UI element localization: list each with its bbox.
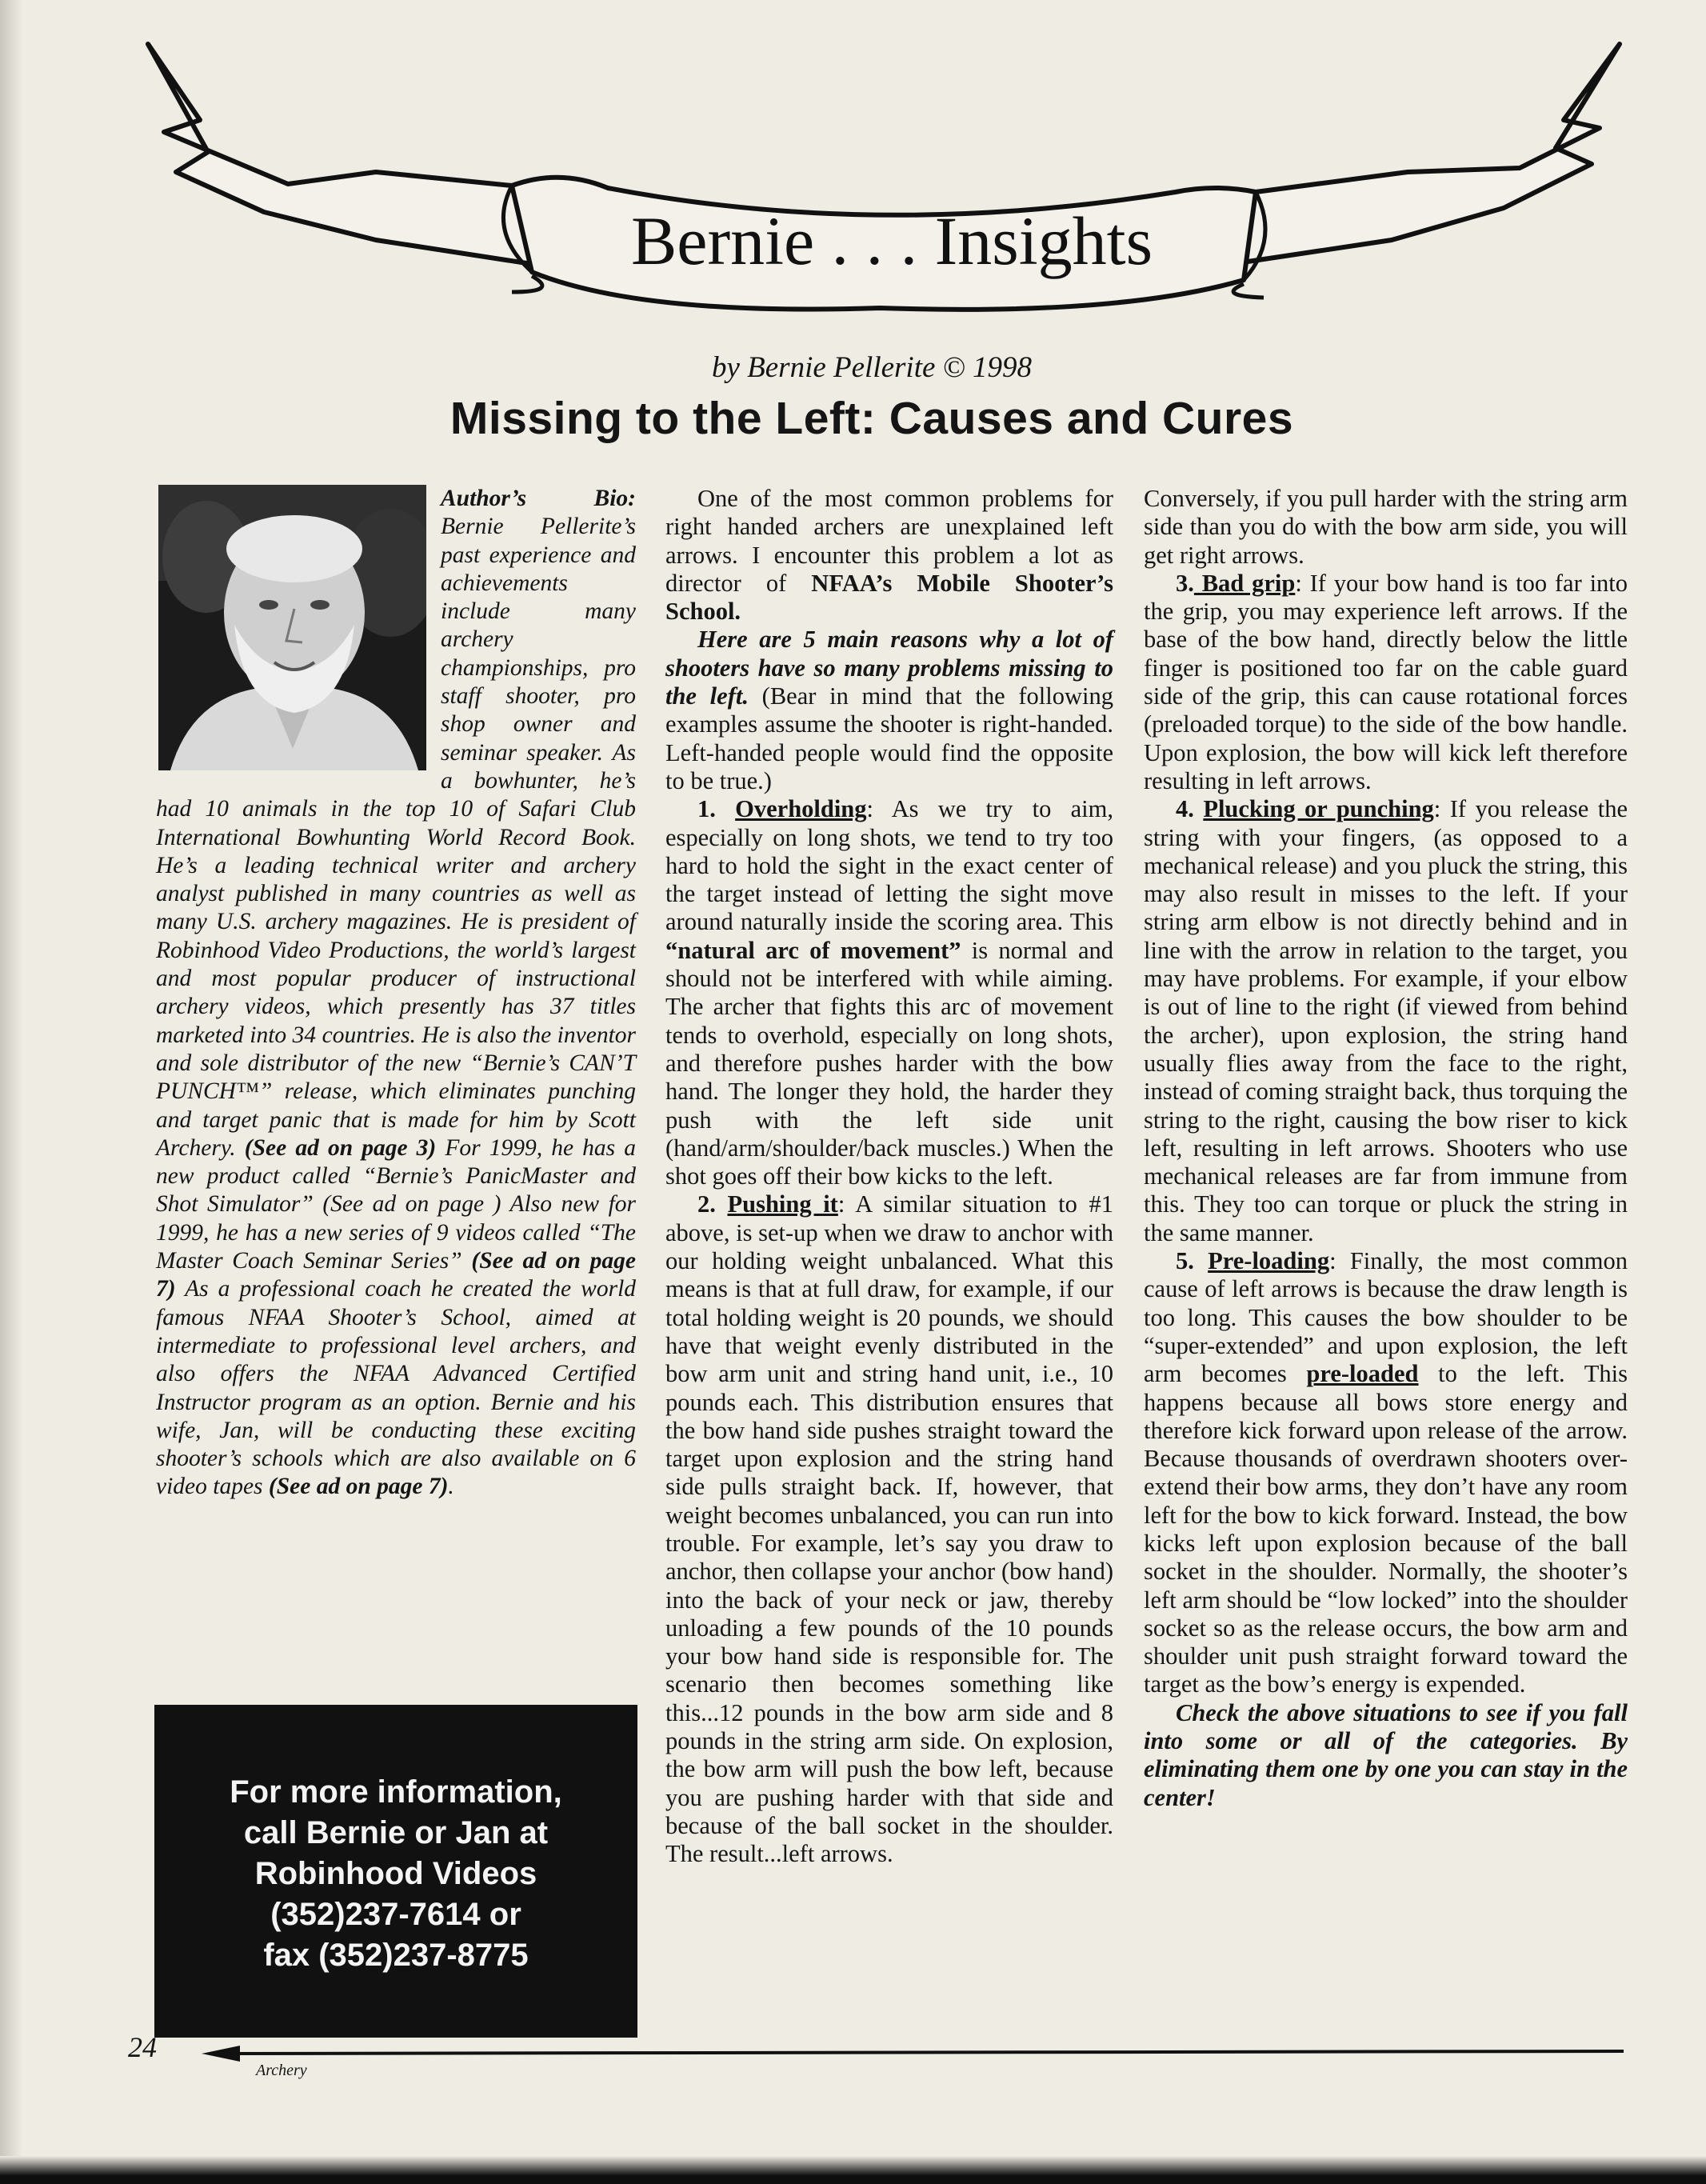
intro-paragraph (665, 485, 1113, 626)
reasons-note: (Bear in mind that the following examples assume the shooter is right-handed. Left-handed people would find the opposite to be true.) (665, 682, 1113, 794)
reason-overholding (665, 795, 1113, 1190)
reason-plucking (1144, 795, 1628, 1247)
reason-pushing-it (665, 1190, 1113, 1868)
article-column-3 (1144, 485, 1628, 1812)
info-line: call Bernie or Jan at (243, 1815, 549, 1850)
reason-text: : A similar situation to #1 above, is set-up when we draw to anchor with our holding weight unbalanced. What this means is that at full draw, for example, if our total holding weight is 20 pounds, we should have that weight evenly distributed in the bow arm unit and string hand unit, i.e., 10 pounds each. This distribution ensures that the bow hand side pushes straight toward the target upon explosion and the string hand side pulls straight back. If, however, that weight becomes unbalanced, you can run into trouble. For example, let’s say you draw to anchor, then collapse your anchor (bow hand) into the back of your neck or jaw, thereby unloading a few pounds of the 10 pounds your bow hand side is responsible for. The scenario then becomes something like this...12 pounds in the bow arm side and 8 pounds in the string arm side. On explosion, the bow arm will push the bow left, because you are pushing harder with that side and because of the ball socket in the shoulder. The result...left arrows. (665, 1190, 1113, 1868)
reason-pre-loading (1144, 1247, 1628, 1699)
reason-title: Overholding (735, 795, 867, 823)
reason-text: : As we try to aim, especially on long shots, we tend to try too hard to hold the sight in the exact center of the target instead of letting the sight move around naturally inside the scoring area. This (665, 795, 1114, 936)
contact-info-box (154, 1705, 637, 2038)
bio-text-1: Bernie Pellerite’s past experience and achievements include many archery championships, pro staff shooter, pro shop owner and seminar speaker. As a bowhunter, he’s had 10 animals in the top 10 of Safari Club International Bowhunting World Record Book. He’s a leading technical writer and archery analyst published in many countries as well as many U.S. archery magazines. He is president of Robinhood Video Productions, the world’s largest and most popular producer of instructional archery videos, which presently has 37 titles marketed into 34 countries. He is also the inventor and sole distributor of the new “Bernie’s CAN’T PUNCH™” release, which eliminates punching and target panic that is made for him by Scott Archery. (156, 514, 636, 1161)
school-name: NFAA’s Mobile Shooter’s School. (665, 569, 1113, 626)
info-line: For more information, (230, 1774, 562, 1810)
bio-ad-reference-3: (See ad on page 7) (268, 1474, 449, 1500)
reason-emphasis: “natural arc of movement” (665, 936, 961, 964)
ribbon-banner (0, 0, 1706, 336)
byline: by Bernie Pellerite © 1998 (711, 351, 1033, 384)
reason-number: 1. (697, 795, 736, 823)
reason-text: : If your bow hand is too far into the grip, you may experience left arrows. If the base of the bow hand, directly below the little finger is positioned too far on the cable guard side of the grip, this can cause rotational forces (preloaded torque) to the side of the bow handle. Upon explosion, the bow will kick left therefore resulting in left arrows. (1144, 569, 1628, 794)
bio-ad-reference-2: (See ad on page 7) (156, 1248, 637, 1302)
reason-title: Pre-loading (1208, 1247, 1330, 1275)
reason-number: 3. (1176, 569, 1194, 597)
banner-title: Bernie . . . Insights (630, 202, 1153, 279)
reason-title: Bad grip (1193, 569, 1296, 597)
reason-title: Plucking or punching (1203, 795, 1434, 823)
bio-heading: Author’s Bio: (441, 486, 636, 511)
article-column-2 (665, 485, 1113, 1869)
reason-text: is normal and should not be interfered with while aiming. The archer that fights this arc of movement tends to overhold, especially on long shots, and therefore pushes harder with the bow hand. The longer they hold, the harder they push with the left side unit (hand/arm/shoulder/back muscles.) When the shot goes off their bow kicks to the left. (665, 936, 1113, 1190)
reason-text: : Finally, the most common cause of left arrows is because the draw length is too long. This causes the bow shoulder to be “super-extended” and upon explosion, the left arm becomes (1144, 1247, 1628, 1388)
reason-text: to the left. This happens because all bows store energy and therefore kick forward upon release of the arrow. Because thousands of overdrawn shooters over-extend their bow arms, they don’t have any room left for the bow to kick forward. Instead, the bow kicks left upon explosion because of the ball socket in the shoulder. Normally, the shooter’s left arm should be “low locked” into the shoulder socket so as the release occurs, the bow arm and shoulder unit push straight forward toward the target as the bow’s energy is expended. (1144, 1360, 1628, 1698)
author-photo (158, 485, 426, 770)
reason-bad-grip (1144, 570, 1628, 795)
author-bio (156, 485, 636, 1502)
info-line-fax: fax (352)237-8775 (263, 1938, 529, 1973)
bio-end: . (448, 1474, 454, 1500)
closing-text: Check the above situations to see if you fall into some or all of the categories. By eliminating them one by one you can stay in the center! (1144, 1698, 1628, 1811)
bio-text-2: For 1999, he has a new product called “Bernie’s PanicMaster and Shot Simulator” (See ad on page ) Also new for 1999, he has a new series of 9 videos called “The Master Coach Seminar Series” (156, 1134, 637, 1274)
reason-text: : If you release the string with your fingers, (as opposed to a mechanical release) and you pluck the string, this may also result in misses to the left. If your string arm elbow is not directly behind and in line with the arrow in relation to the target, you may have problems. For example, if your elbow is out of line to the right (if viewed from behind the archer), upon explosion, the string hand usually flies away from the face to the right, instead of coming straight back, thus torquing the string to the right, causing the bow riser to kick left, resulting in left arrows. Shooters who use mechanical releases are far from immune from this. They too can torque or pluck the string in the same manner. (1144, 795, 1628, 1246)
info-line-phone: (352)237-7614 or (270, 1897, 521, 1932)
page-number: 24 (128, 2031, 157, 2063)
article-headline: Missing to the Left: Causes and Cures (449, 393, 1294, 444)
bio-ad-reference-1: (See ad on page 3) (244, 1134, 437, 1161)
publication-name: Archery (256, 2062, 307, 2079)
reason-emphasis: pre-loaded (1306, 1360, 1419, 1388)
reason-title: Pushing it (727, 1190, 838, 1218)
bio-text-3: As a professional coach he created the world famous NFAA Shooter’s School, aimed at intermediate to professional level archers, and also offers the NFAA Advanced Certified Instructor program as an option. Bernie and his wife, Jan, will be conducting these exciting shooter’s schools which are also available on 6 video tapes (156, 1276, 637, 1500)
page-bottom-shadow (0, 2156, 1706, 2184)
reasons-intro (665, 626, 1113, 795)
reason-number: 2. (697, 1190, 728, 1218)
reasons-lead: Here are 5 main reasons why a lot of shooters have so many problems missing to the left. (665, 626, 1113, 710)
continuation-paragraph: Conversely, if you pull harder with the string arm side than you do with the bow arm side, you will get right arrows. (1144, 485, 1628, 569)
reason-number: 5. (1176, 1247, 1209, 1275)
reason-number: 4. (1176, 795, 1204, 823)
intro-text: One of the most common problems for right handed archers are unexplained left arrows. I encounter this problem a lot as director of (665, 485, 1113, 597)
info-line: Robinhood Videos (254, 1856, 537, 1891)
closing-paragraph (1144, 1699, 1628, 1812)
